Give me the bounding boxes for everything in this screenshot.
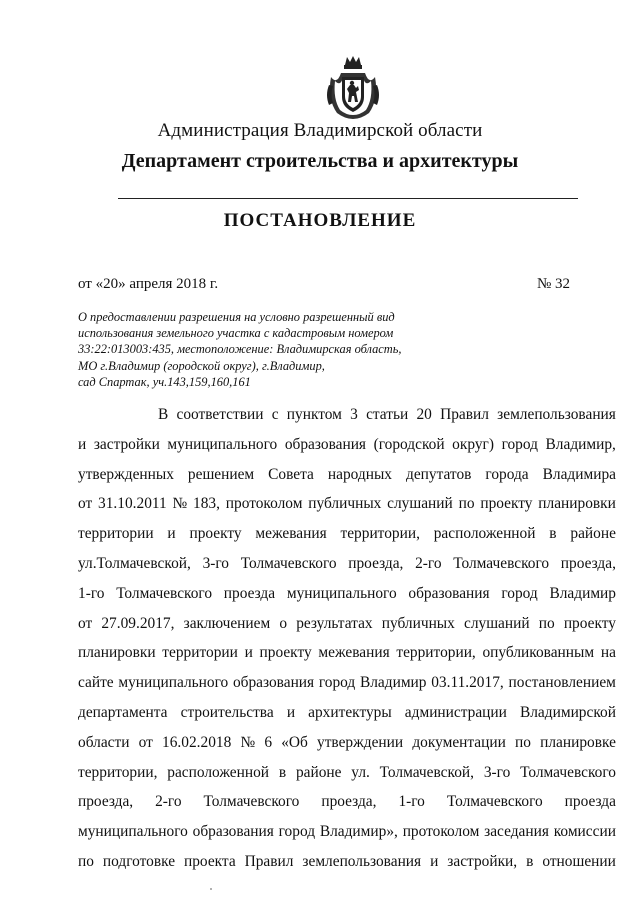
body-word: округ) [452,435,494,453]
body-word: расположенной [433,525,536,543]
body-word: протоколом [402,823,480,841]
body-word: по [78,852,94,870]
subject-line: использования земельного участка с кадастровым номером [78,326,394,341]
body-word: Владимир [359,674,427,692]
body-word: проезда, [78,793,134,811]
body-line [78,847,616,877]
body-word: проезда, [560,554,616,572]
body-word: и [167,525,176,543]
body-word: планировке [540,733,616,751]
subject-line: 33:22:013003:435, местоположение: Владимирская область, [78,342,402,357]
body-word: проезда, [348,554,404,572]
body-word: результатах [296,614,373,632]
body-word: образования [192,823,274,841]
body-word: проезда, [321,793,377,811]
body-word: народных [327,465,392,483]
body-word: районе [295,763,342,781]
body-word: ул.Толмачевской, [78,554,191,572]
body-word: город [318,674,356,692]
body-word: подготовке [102,852,176,870]
body-word: расположенной [167,763,269,781]
body-word: 3-го [202,554,230,572]
body-word: Владимир, [545,435,616,453]
coat-of-arms-icon [325,55,381,121]
body-word: муниципального [78,823,188,841]
body-word: Владимир [549,584,616,602]
body-word: и [78,435,87,453]
body-word: проекту [480,495,533,513]
body-word: комиссии [553,823,616,841]
body-word: администрации [404,703,507,721]
body-line [78,609,616,639]
body-word: территории, [396,644,476,662]
body-word: 16.02.2018 [162,733,232,751]
document-date: от «20» апреля 2018 г. [78,276,219,292]
body-word: Правил [244,852,294,870]
body-word: решением [187,465,255,483]
document-number: № 32 [536,276,570,292]
document-type-title: ПОСТАНОВЛЕНИЕ [223,210,417,231]
body-word: Толмачевского [520,763,616,781]
body-word: 3 [350,406,358,423]
body-line [78,668,616,698]
body-word: планировки [538,495,616,513]
body-word: 6 [264,733,273,751]
body-word: публичных [308,495,382,513]
body-word: территории [78,525,154,543]
body-word: муниципального [167,435,278,453]
body-word: 3-го [483,763,511,781]
body-word: 1-го [78,584,105,602]
body-line [78,489,616,519]
body-word: образования [284,435,367,453]
body-word: муниципального [286,584,397,602]
body-word: о [279,614,288,632]
body-word: «Об [281,733,308,751]
body-word: застройки, [447,852,518,870]
body-word: строительства [180,703,274,721]
body-line [78,787,616,817]
body-word: 183, [193,495,220,513]
body-word: статьи [366,406,409,423]
body-word: и [244,644,253,662]
body-word: город [278,823,316,841]
body-word: 1-го [398,793,425,811]
body-line [78,638,616,668]
body-word: Толмачевского [453,554,550,572]
body-word: области [78,733,130,751]
body-word: отношении [542,852,616,870]
document-subject [78,309,438,390]
body-word: Толмачевского [203,793,300,811]
body-line [78,817,616,847]
body-word: пунктом [286,406,342,423]
body-word: Владимира [542,465,616,483]
body-word: муниципального [118,674,229,692]
body-word: планировки [78,644,156,662]
body-word: проезда [564,793,616,811]
body-word: документации [412,733,506,751]
body-word: депутатов [405,465,472,483]
body-word: соответствии [176,406,264,423]
body-word: Толмачевской, [379,763,474,781]
body-word: и [286,703,296,721]
body-word: слушаний [387,495,453,513]
body-word: утвержденных [78,465,174,483]
body-word: землепользования [497,406,616,423]
body-word: Толмачевского [446,793,543,811]
body-word: Совета [268,465,314,483]
body-word: образования [232,674,315,692]
scan-speck [210,888,212,890]
body-word: землепользования [302,852,422,870]
subject-line: МО г.Владимир (городской округ), г.Владимир, [78,358,325,373]
body-word: № [240,733,256,751]
body-word: 27.09.2017, [101,614,175,632]
body-word: 20 [416,406,432,423]
body-word: проекту [563,614,616,632]
body-word: с [271,406,279,423]
body-word: Толмачевского [116,584,213,602]
body-word: проекту [189,525,242,543]
body-line [78,728,616,758]
body-line [78,698,616,728]
body-word: застройки [93,435,160,453]
body-word: межевания [318,644,390,662]
body-word: № [172,495,188,513]
body-word: образования [408,584,490,602]
body-word: проекту [259,644,312,662]
body-word: территории [162,644,238,662]
body-word: от [78,495,93,513]
body-line [78,549,616,579]
body-word: 03.11.2017, [431,674,504,692]
body-line [78,519,616,549]
body-word: в [549,525,557,543]
organization-name: Администрация Владимирской области [157,120,483,141]
body-line [78,400,616,430]
body-word: от [138,733,153,751]
body-word: Толмачевского [240,554,337,572]
body-word: слушаний [463,614,530,632]
body-line [78,758,616,788]
body-word: по [458,495,475,513]
body-word: постановлением [508,674,616,692]
body-word: заседания [484,823,549,841]
body-word: проезда [223,584,276,602]
body-word: архитектуры [308,703,392,721]
body-word: 2-го [155,793,182,811]
subject-line: сад Спартак, уч.143,159,160,161 [78,374,251,389]
document-body [78,400,616,877]
body-word: на [600,644,616,662]
body-word: сайте [78,674,114,692]
body-word: проекта [184,852,236,870]
body-word: опубликованным [482,644,595,662]
body-word: по [515,733,531,751]
body-word: Владимир», [319,823,398,841]
body-word: в [526,852,534,870]
body-word: департамента [78,703,168,721]
body-word: В [158,406,169,423]
body-line [78,430,616,460]
department-name: Департамент строительства и архитектуры [121,150,519,172]
body-word: город [501,584,538,602]
body-word: протоколом [225,495,303,513]
body-word: от [78,614,93,632]
body-word: публичных [381,614,455,632]
body-word: заключением [183,614,271,632]
header-divider [118,198,578,199]
body-line [78,460,616,490]
body-word: и [430,852,439,870]
body-word: территории, [340,525,420,543]
body-line [78,579,616,609]
body-word: 2-го [415,554,442,572]
body-word: Правил [440,406,489,423]
body-word: территории, [78,763,158,781]
body-word: утверждении [317,733,404,751]
body-word: по [538,614,555,632]
body-word: районе [570,525,616,543]
body-word: 31.10.2011 [98,495,167,513]
body-word: Владимирской [519,703,616,721]
body-word: город [501,435,538,453]
body-word: в [278,763,287,781]
body-word: (городской [373,435,445,453]
body-word: ул. [351,763,370,781]
subject-line: О предоставлении разрешения на условно разрешенный вид [78,310,395,324]
body-word: межевания [255,525,327,543]
body-word: города [485,465,529,483]
